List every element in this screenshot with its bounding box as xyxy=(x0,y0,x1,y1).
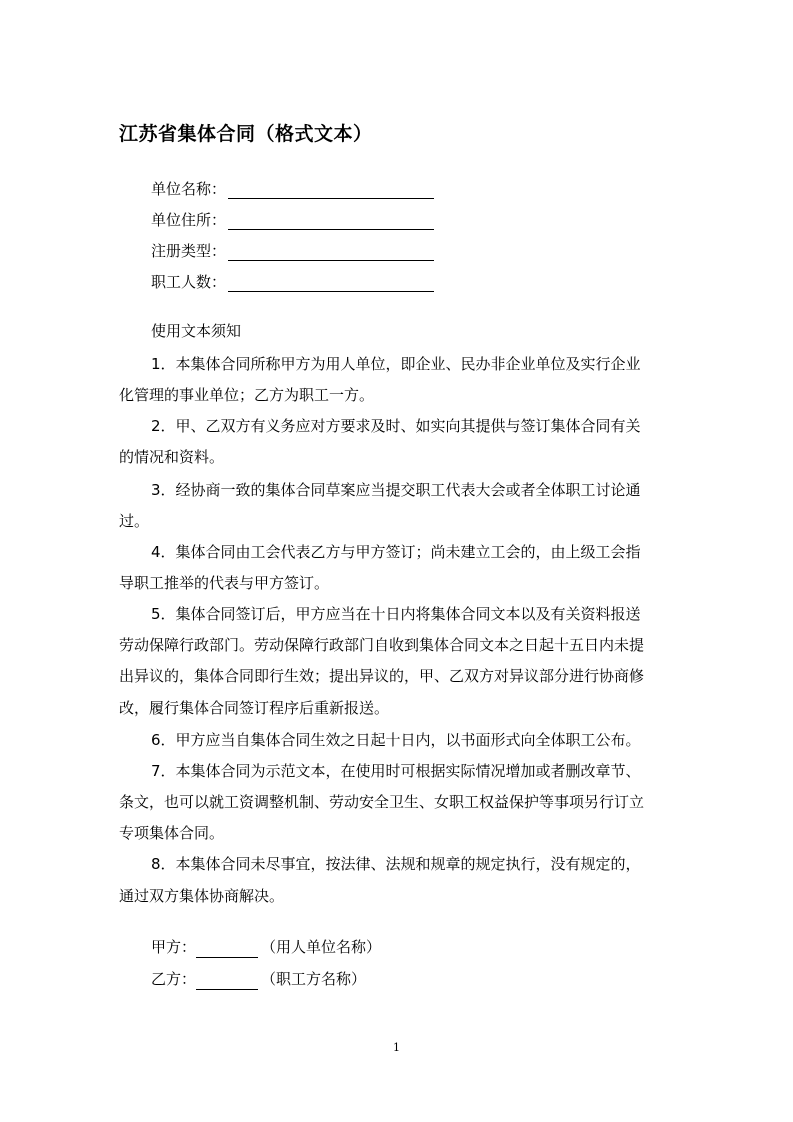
field-label: 单位住所： xyxy=(151,211,227,229)
paragraph-line: 过。 xyxy=(119,512,150,530)
field-unit-address xyxy=(151,208,434,230)
paragraph-line: 化管理的事业单位；乙方为职工一方。 xyxy=(119,386,375,404)
party-note: （用人单位名称） xyxy=(261,938,382,956)
paragraph-line: 7．本集体合同为示范文本，在使用时可根据实际情况增加或者删改章节、 xyxy=(151,762,641,780)
party-label: 乙方： xyxy=(151,970,197,988)
paragraph-line: 1．本集体合同所称甲方为用人单位，即企业、民办非企业单位及实行企业 xyxy=(151,355,641,373)
paragraph-line: 的情况和资料。 xyxy=(119,448,225,466)
notice-heading: 使用文本须知 xyxy=(151,322,242,340)
party-note: （职工方名称） xyxy=(261,970,367,988)
field-unit-name xyxy=(151,177,434,199)
party-a-row xyxy=(151,936,381,958)
field-registration-type xyxy=(151,239,434,261)
paragraph-line: 4．集体合同由工会代表乙方与甲方签订；尚未建立工会的，由上级工会指 xyxy=(151,543,641,561)
paragraph-line: 导职工推举的代表与甲方签订。 xyxy=(119,574,330,592)
field-label: 注册类型： xyxy=(151,242,227,260)
field-label: 职工人数： xyxy=(151,273,227,291)
paragraph-line: 专项集体合同。 xyxy=(119,824,225,842)
field-label: 单位名称： xyxy=(151,180,227,198)
paragraph-line: 改，履行集体合同签订程序后重新报送。 xyxy=(119,699,390,717)
paragraph-line: 条文，也可以就工资调整机制、劳动安全卫生、女职工权益保护等事项另行订立 xyxy=(119,793,645,811)
document-title: 江苏省集体合同（格式文本） xyxy=(119,123,373,145)
paragraph-line: 劳动保障行政部门。劳动保障行政部门自收到集体合同文本之日起十五日内未提 xyxy=(119,636,645,654)
blank-line[interactable] xyxy=(228,273,434,292)
blank-line[interactable] xyxy=(228,211,434,230)
paragraph-line: 出异议的，集体合同即行生效；提出异议的，甲、乙双方对异议部分进行协商修 xyxy=(119,667,645,685)
party-label: 甲方： xyxy=(151,938,197,956)
page-number: 1 xyxy=(393,1041,400,1054)
paragraph-line: 通过双方集体协商解决。 xyxy=(119,887,285,905)
paragraph-line: 2．甲、乙双方有义务应对方要求及时、如实向其提供与签订集体合同有关 xyxy=(151,417,641,435)
blank-line[interactable] xyxy=(196,973,258,990)
blank-line[interactable] xyxy=(228,242,434,261)
blank-line[interactable] xyxy=(228,180,434,199)
blank-line[interactable] xyxy=(196,941,258,958)
paragraph-line: 5．集体合同签订后，甲方应当在十日内将集体合同文本以及有关资料报送 xyxy=(151,605,641,623)
paragraph-line: 8．本集体合同未尽事宜，按法律、法规和规章的规定执行，没有规定的， xyxy=(151,855,641,873)
field-employee-count xyxy=(151,270,434,292)
party-b-row xyxy=(151,968,366,990)
paragraph-line: 6．甲方应当自集体合同生效之日起十日内，以书面形式向全体职工公布。 xyxy=(151,731,641,749)
paragraph-line: 3．经协商一致的集体合同草案应当提交职工代表大会或者全体职工讨论通 xyxy=(151,481,641,499)
